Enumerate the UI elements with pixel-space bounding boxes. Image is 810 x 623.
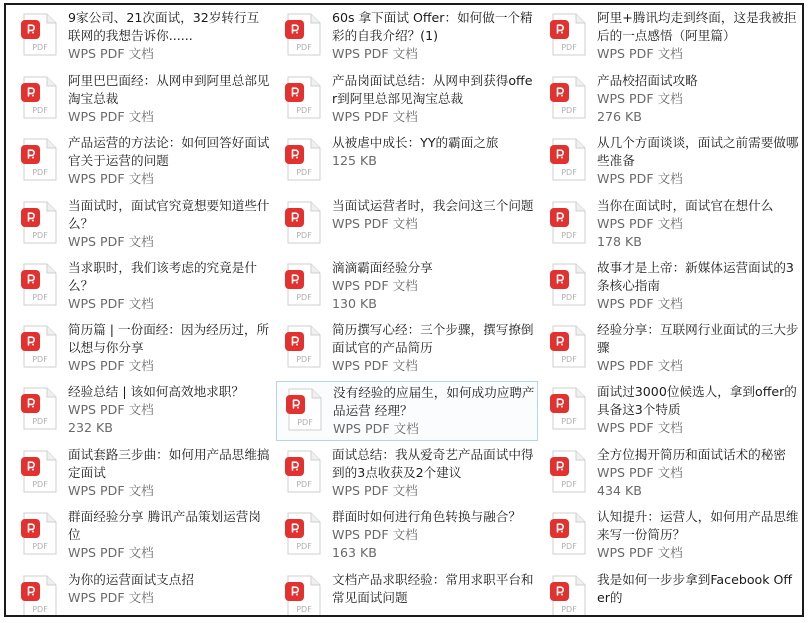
file-item[interactable] [276, 381, 538, 441]
file-type-label: WPS PDF 文档 [332, 527, 418, 542]
svg-text:PDF: PDF [296, 542, 312, 551]
pdf-file-icon [284, 13, 324, 57]
file-name: 面试套路三步曲：如何用产品思维搞定面试 [68, 447, 270, 480]
file-name: 经验总结 | 该如何高效地求职？ [68, 384, 244, 399]
file-type-label: WPS PDF 文档 [332, 216, 418, 231]
file-item[interactable] [12, 132, 274, 192]
file-text-block [332, 134, 534, 170]
file-size: 434 KB [597, 483, 642, 498]
file-size: 232 KB [68, 420, 113, 435]
file-item[interactable] [541, 381, 803, 441]
file-item[interactable] [541, 132, 803, 192]
svg-text:PDF: PDF [296, 605, 312, 614]
file-type-label: WPS PDF 文档 [332, 109, 418, 124]
pdf-file-icon [549, 263, 589, 307]
file-type-label: WPS PDF 文档 [68, 402, 154, 417]
file-name: 没有经验的应届生，如何成功应聘产品运营 经理？ [333, 385, 535, 418]
file-name: 故事才是上帝：新媒体运营面试的3条核心指南 [597, 260, 794, 293]
file-item[interactable] [12, 7, 274, 67]
svg-text:PDF: PDF [296, 480, 312, 489]
file-text-block [332, 446, 534, 500]
file-text-block [332, 321, 534, 375]
pdf-file-icon [20, 387, 60, 431]
svg-text:PDF: PDF [32, 605, 48, 614]
file-name: 从被虐中成长：YY的霸面之旅 [332, 135, 499, 150]
file-item[interactable] [12, 195, 274, 255]
pdf-file-icon [284, 450, 324, 494]
file-type-label: WPS PDF 文档 [68, 358, 154, 373]
file-type-label: WPS PDF 文档 [597, 171, 683, 186]
svg-text:PDF: PDF [32, 417, 48, 426]
file-type-label: WPS PDF 文档 [597, 216, 683, 231]
pdf-file-icon [549, 450, 589, 494]
file-text-block [597, 446, 799, 500]
file-type-label: WPS PDF 文档 [68, 483, 154, 498]
svg-text:PDF: PDF [561, 106, 577, 115]
file-name: 经验分享：互联网行业面试的三大步骤 [597, 322, 799, 355]
file-item[interactable] [12, 506, 274, 566]
file-item[interactable] [12, 444, 274, 504]
file-name: 产品校招面试攻略 [597, 73, 698, 88]
pdf-file-icon [20, 325, 60, 369]
pdf-file-icon [284, 201, 324, 245]
pdf-file-icon [20, 450, 60, 494]
file-type-label: WPS PDF 文档 [597, 296, 683, 311]
svg-text:PDF: PDF [561, 43, 577, 52]
file-name: 60s 拿下面试 Offer：如何做一个精彩的自我介绍？(1) [332, 10, 533, 43]
file-grid [6, 5, 804, 617]
svg-text:PDF: PDF [32, 480, 48, 489]
file-text-block [332, 259, 534, 313]
file-text-block [597, 72, 799, 126]
svg-text:PDF: PDF [32, 168, 48, 177]
file-type-label: WPS PDF 文档 [597, 420, 683, 435]
file-item[interactable] [541, 444, 803, 504]
pdf-file-icon [284, 263, 324, 307]
file-item[interactable] [541, 506, 803, 566]
pdf-file-icon [20, 575, 60, 617]
file-text-block [68, 321, 270, 375]
file-text-block [68, 134, 270, 188]
file-name: 产品运营的方法论：如何回答好面试官关于运营的问题 [68, 135, 270, 168]
file-name: 阿里巴巴面经：从网申到阿里总部见淘宝总裁 [68, 73, 270, 106]
file-type-label: WPS PDF 文档 [332, 358, 418, 373]
file-text-block [332, 571, 534, 607]
file-text-block [68, 383, 270, 437]
file-text-block [597, 383, 799, 437]
pdf-file-icon [20, 263, 60, 307]
file-item[interactable] [541, 569, 803, 617]
pdf-file-icon [20, 76, 60, 120]
file-name: 全方位揭开简历和面试话术的秘密 [597, 447, 786, 462]
file-name: 简历篇 | 一份面经：因为经历过，所以想与你分享 [68, 322, 270, 355]
file-size: 130 KB [332, 296, 377, 311]
file-text-block [597, 321, 799, 375]
file-item[interactable] [276, 195, 538, 255]
file-type-label: WPS PDF 文档 [68, 296, 154, 311]
svg-text:PDF: PDF [296, 293, 312, 302]
svg-text:PDF: PDF [561, 168, 577, 177]
file-text-block [68, 72, 270, 126]
file-type-label: WPS PDF 文档 [68, 545, 154, 560]
file-type-label: WPS PDF 文档 [68, 171, 154, 186]
pdf-file-icon [284, 325, 324, 369]
pdf-file-icon [20, 13, 60, 57]
file-type-label: WPS PDF 文档 [332, 483, 418, 498]
file-item[interactable] [12, 70, 274, 130]
file-item[interactable] [276, 444, 538, 504]
file-item[interactable] [276, 7, 538, 67]
file-type-label: WPS PDF 文档 [597, 545, 683, 560]
svg-text:PDF: PDF [296, 355, 312, 364]
file-browser-window [4, 3, 804, 617]
file-item[interactable] [276, 569, 538, 617]
file-type-label: WPS PDF 文档 [597, 46, 683, 61]
file-name: 面试总结：我从爱奇艺产品面试中得到的3点收获及2个建议 [332, 447, 534, 480]
file-text-block [597, 259, 799, 313]
pdf-file-icon [20, 512, 60, 556]
file-item[interactable] [541, 70, 803, 130]
pdf-file-icon [549, 201, 589, 245]
file-type-label: WPS PDF 文档 [332, 46, 418, 61]
file-text-block [333, 384, 535, 438]
pdf-file-icon [284, 138, 324, 182]
file-text-block [68, 508, 270, 562]
file-name: 阿里+腾讯均走到终面，这是我被拒后的一点感悟（阿里篇） [597, 10, 797, 43]
file-type-label: WPS PDF 文档 [332, 278, 418, 293]
file-item[interactable] [541, 319, 803, 379]
svg-text:PDF: PDF [32, 231, 48, 240]
file-text-block [68, 9, 270, 63]
file-item[interactable] [276, 132, 538, 192]
file-item[interactable] [12, 257, 274, 317]
file-name: 面试过3000位候选人，拿到offer的具备这3个特质 [597, 384, 797, 417]
file-type-label: WPS PDF 文档 [68, 46, 154, 61]
svg-text:PDF: PDF [296, 43, 312, 52]
svg-text:PDF: PDF [32, 355, 48, 364]
svg-text:PDF: PDF [32, 293, 48, 302]
file-text-block [597, 9, 799, 63]
pdf-file-icon [549, 325, 589, 369]
file-type-label: WPS PDF 文档 [597, 465, 683, 480]
file-item[interactable] [12, 319, 274, 379]
pdf-file-icon [284, 76, 324, 120]
file-type-label: 125 KB [332, 153, 377, 168]
file-name: 当求职时，我们该考虑的究竟是什么？ [68, 260, 257, 293]
file-text-block [597, 134, 799, 188]
svg-text:PDF: PDF [297, 418, 313, 427]
svg-text:PDF: PDF [561, 605, 577, 614]
pdf-file-icon [549, 575, 589, 617]
svg-text:PDF: PDF [32, 43, 48, 52]
pdf-file-icon [549, 387, 589, 431]
file-text-block [597, 197, 799, 251]
file-size: 163 KB [332, 545, 377, 560]
svg-text:PDF: PDF [296, 168, 312, 177]
file-type-label: WPS PDF 文档 [68, 590, 154, 605]
svg-text:PDF: PDF [561, 417, 577, 426]
file-name: 滴滴霸面经验分享 [332, 260, 433, 275]
file-text-block [597, 571, 799, 607]
file-item[interactable] [541, 7, 803, 67]
file-text-block [68, 571, 270, 607]
file-name: 简历撰写心经：三个步骤，撰写撩倒面试官的产品简历 [332, 322, 534, 355]
svg-text:PDF: PDF [32, 106, 48, 115]
svg-text:PDF: PDF [296, 106, 312, 115]
file-type-label: WPS PDF 文档 [597, 358, 683, 373]
file-name: 从几个方面谈谈，面试之前需要做哪些准备 [597, 135, 799, 168]
svg-text:PDF: PDF [561, 542, 577, 551]
file-size: 276 KB [597, 109, 642, 124]
file-text-block [68, 446, 270, 500]
file-text-block [68, 259, 270, 313]
svg-text:PDF: PDF [561, 355, 577, 364]
file-name: 9家公司、21次面试，32岁转行互联网的我想告诉你...... [68, 10, 260, 43]
file-type-label: WPS PDF 文档 [68, 109, 154, 124]
file-text-block [332, 197, 534, 233]
file-name: 我是如何一步步拿到Facebook Offer的 [597, 572, 793, 605]
file-item[interactable] [276, 257, 538, 317]
file-type-label: WPS PDF 文档 [333, 421, 419, 436]
pdf-file-icon [549, 138, 589, 182]
file-text-block [332, 508, 534, 562]
svg-text:PDF: PDF [561, 293, 577, 302]
pdf-file-icon [549, 13, 589, 57]
file-item[interactable] [276, 319, 538, 379]
file-name: 当面试时，面试官究竟想要知道些什么？ [68, 198, 270, 231]
file-item[interactable] [276, 506, 538, 566]
file-name: 产品岗面试总结：从网申到获得offer到阿里总部见淘宝总裁 [332, 73, 533, 106]
svg-text:PDF: PDF [296, 231, 312, 240]
file-name: 当面试运营者时，我会问这三个问题 [332, 198, 534, 213]
pdf-file-icon [20, 138, 60, 182]
file-text-block [332, 72, 534, 126]
file-item[interactable] [541, 257, 803, 317]
svg-text:PDF: PDF [561, 231, 577, 240]
file-name: 当你在面试时，面试官在想什么 [597, 198, 774, 213]
file-text-block [68, 197, 270, 251]
file-item[interactable] [276, 70, 538, 130]
file-type-label: WPS PDF 文档 [68, 234, 154, 249]
svg-text:PDF: PDF [561, 480, 577, 489]
file-item[interactable] [12, 569, 274, 617]
pdf-file-icon [284, 512, 324, 556]
file-size: 178 KB [597, 234, 642, 249]
file-name: 为你的运营面试支点招 [68, 572, 194, 587]
file-name: 群面时如何进行角色转换与融合？ [332, 509, 521, 524]
pdf-file-icon [284, 575, 324, 617]
pdf-file-icon [20, 201, 60, 245]
file-text-block [332, 9, 534, 63]
file-type-label: WPS PDF 文档 [597, 91, 683, 106]
pdf-file-icon [549, 512, 589, 556]
file-name: 群面经验分享 腾讯产品策划运营岗位 [68, 509, 261, 542]
file-name: 文档产品求职经验：常用求职平台和常见面试问题 [332, 572, 534, 605]
file-item[interactable] [541, 195, 803, 255]
file-item[interactable] [12, 381, 274, 441]
pdf-file-icon [549, 76, 589, 120]
svg-text:PDF: PDF [32, 542, 48, 551]
pdf-file-icon [285, 388, 325, 432]
file-name: 认知提升：运营人，如何用产品思维来写一份简历？ [597, 509, 799, 542]
file-text-block [597, 508, 799, 562]
